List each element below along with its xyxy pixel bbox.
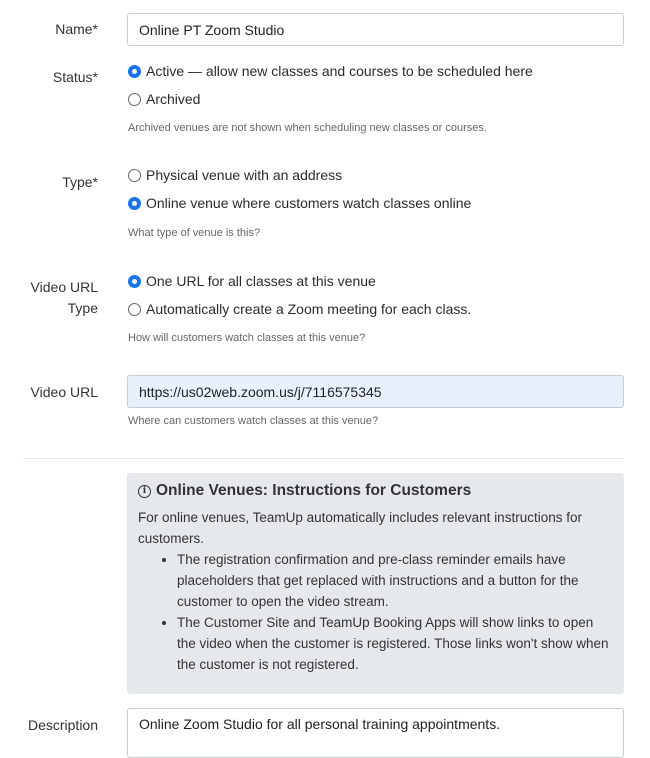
status-label: Status* — [52, 69, 98, 85]
type-physical-radio[interactable] — [128, 169, 141, 182]
video-url-single-radio[interactable] — [128, 275, 141, 288]
description-input[interactable] — [127, 708, 624, 758]
video-url-single-option[interactable] — [128, 270, 376, 292]
status-active-radio[interactable] — [128, 65, 141, 78]
status-help-text: Archived venues are not shown when scheduling new classes or courses. — [128, 122, 487, 134]
type-online-option[interactable] — [128, 192, 471, 214]
video-url-help-text: Where can customers watch classes at this venue? — [128, 415, 379, 427]
video-url-input[interactable] — [127, 375, 624, 408]
type-physical-label: Physical venue with an address — [146, 167, 343, 183]
name-label: Name* — [55, 21, 98, 37]
info-box-title-text: Online Venues: Instructions for Customers — [156, 482, 472, 499]
description-label: Description — [27, 717, 98, 733]
type-help-text: What type of venue is this? — [128, 227, 261, 239]
video-url-type-label-line1: Video URL — [30, 279, 98, 295]
video-url-label: Video URL — [30, 384, 98, 400]
type-physical-option[interactable] — [128, 164, 342, 186]
status-archived-label: Archived — [146, 91, 201, 107]
status-active-label: Active — allow new classes and courses to be scheduled here — [146, 63, 533, 79]
video-url-single-label: One URL for all classes at this venue — [146, 273, 376, 289]
type-online-label: Online venue where customers watch classes online — [146, 195, 472, 211]
video-url-auto-zoom-radio[interactable] — [128, 303, 141, 316]
info-box-title — [138, 480, 613, 502]
info-box-bullet: • The Customer Site and TeamUp Booking Apps will show links to open the video when the customer is registered. Those links won't show when the customer is not registered. — [177, 612, 613, 675]
type-online-radio[interactable] — [128, 197, 141, 210]
status-archived-option[interactable] — [128, 88, 200, 110]
online-venues-info-box — [127, 473, 624, 694]
info-circle-icon: i — [138, 485, 151, 498]
status-active-option[interactable] — [128, 60, 533, 82]
name-input[interactable] — [127, 13, 624, 46]
video-url-type-label-line2: Type — [67, 300, 98, 316]
info-box-list — [138, 549, 613, 675]
info-box-intro: For online venues, TeamUp automatically includes relevant instructions for customers. — [138, 510, 582, 546]
video-url-type-help-text: How will customers watch classes at this venue? — [128, 332, 366, 344]
info-box-bullet: • The registration confirmation and pre-class reminder emails have placeholders that get replaced with instructions and a button for the customer to open the video stream. — [177, 549, 613, 612]
video-url-auto-zoom-option[interactable] — [128, 298, 471, 320]
video-url-auto-zoom-label: Automatically create a Zoom meeting for each class. — [146, 301, 472, 317]
type-label: Type* — [62, 174, 98, 190]
status-archived-radio[interactable] — [128, 93, 141, 106]
section-divider — [23, 458, 624, 459]
